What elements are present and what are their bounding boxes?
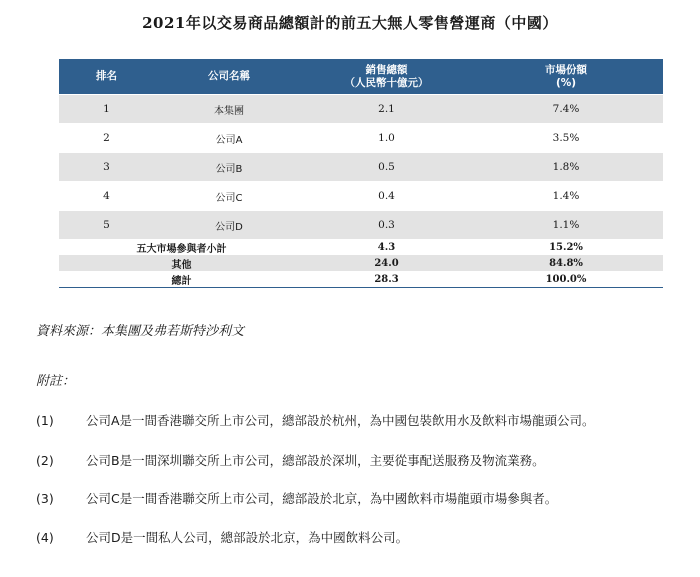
- source-note: 資料來源：本集團及弗若斯特沙利文: [36, 324, 245, 339]
- document-title: 2021年以交易商品總額計的前五大無人零售營運商（中國）: [142, 14, 558, 32]
- share-cell: 7.4%: [469, 95, 663, 124]
- company-cell: 公司B: [154, 153, 304, 182]
- notes-heading: 附註：: [36, 374, 76, 389]
- subtotal-row: [59, 239, 663, 255]
- header-gmv-line1: 銷售總額: [365, 63, 408, 76]
- total-gmv: 28.3: [304, 271, 469, 288]
- subtotal-share: 15.2%: [469, 239, 663, 255]
- subtotal-gmv: 4.3: [304, 239, 469, 255]
- rank-cell: 5: [59, 211, 154, 240]
- table-row: [59, 182, 663, 211]
- header-gmv: [304, 59, 469, 95]
- header-gmv-line2: （人民幣十億元）: [344, 76, 429, 89]
- table-header-row: [59, 59, 663, 95]
- total-label: 總計: [59, 271, 304, 288]
- rank-cell: 2: [59, 124, 154, 153]
- header-share-line2: (%): [555, 76, 577, 89]
- gmv-cell: 0.5: [304, 153, 469, 182]
- footnote-mark: (2): [36, 453, 54, 468]
- gmv-cell: 1.0: [304, 124, 469, 153]
- share-cell: 1.1%: [469, 211, 663, 240]
- others-gmv: 24.0: [304, 255, 469, 271]
- others-label: 其他: [59, 255, 304, 271]
- footnote-text: 公司A是一間香港聯交所上市公司，總部設於杭州，為中國包裝飲用水及飲料市場龍頭公司。: [86, 413, 595, 428]
- gmv-cell: 0.3: [304, 211, 469, 240]
- total-share: 100.0%: [469, 271, 663, 288]
- rank-cell: 1: [59, 95, 154, 124]
- footnote: [36, 411, 595, 429]
- header-share: [469, 59, 663, 95]
- share-cell: 1.8%: [469, 153, 663, 182]
- table-row: [59, 211, 663, 240]
- footnote: [36, 489, 557, 507]
- header-company: 公司名稱: [154, 59, 304, 95]
- footnote-text: 公司B是一間深圳聯交所上市公司，總部設於深圳，主要從事配送服務及物流業務。: [86, 453, 545, 468]
- table-row: [59, 153, 663, 182]
- footnote: [36, 528, 408, 546]
- share-cell: 3.5%: [469, 124, 663, 153]
- header-share-line1: 市場份額: [545, 63, 587, 76]
- company-cell: 公司D: [154, 211, 304, 240]
- subtotal-label: 五大市場參與者小計: [59, 239, 304, 255]
- rank-cell: 4: [59, 182, 154, 211]
- others-row: [59, 255, 663, 271]
- share-cell: 1.4%: [469, 182, 663, 211]
- rank-cell: 3: [59, 153, 154, 182]
- market-share-table: [59, 59, 663, 288]
- gmv-cell: 0.4: [304, 182, 469, 211]
- footnote: [36, 451, 545, 469]
- footnote-text: 公司D是一間私人公司，總部設於北京，為中國飲料公司。: [86, 530, 409, 545]
- gmv-cell: 2.1: [304, 95, 469, 124]
- company-cell: 公司A: [154, 124, 304, 153]
- table-row: [59, 124, 663, 153]
- footnote-text: 公司C是一間香港聯交所上市公司，總部設於北京，為中國飲料市場龍頭市場參與者。: [86, 491, 558, 506]
- footnote-mark: (3): [36, 491, 54, 506]
- total-row: [59, 271, 663, 288]
- table-row: [59, 95, 663, 124]
- others-share: 84.8%: [469, 255, 663, 271]
- header-rank: 排名: [59, 59, 154, 95]
- company-cell: 公司C: [154, 182, 304, 211]
- footnote-mark: (4): [36, 530, 54, 545]
- footnote-mark: (1): [36, 413, 54, 428]
- company-cell: 本集團: [154, 95, 304, 124]
